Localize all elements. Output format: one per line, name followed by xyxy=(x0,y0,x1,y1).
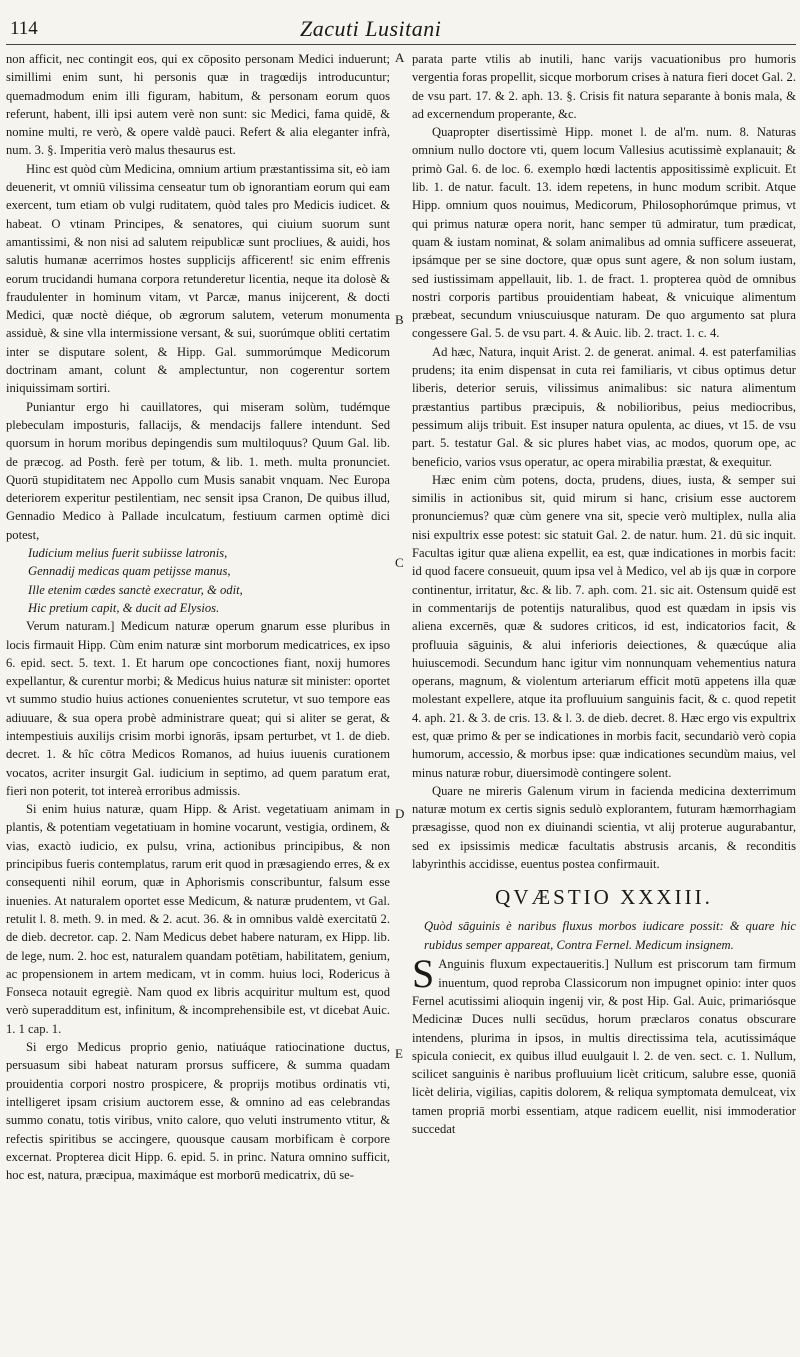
verse-line: Ille etenim cædes sanctè execratur, & odit, xyxy=(28,582,243,597)
header-rule xyxy=(6,44,796,45)
paragraph: Si ergo Medicus proprio genio, natiuáque ratiocinatione ductus, persuasum sibi habeat naturam prorsus sufficere, & summa quadam prouidentia corpori nostro prospicere, & proprijs motibus ordinatis vti, intelligeret ipsam crisium auctorem esse, & omnino ad eas celebrandas summo conatu, totis viribus, vnito calore, quo veluti instrumento vtitur, & refectis spiritibus se accingere, quousque causam morbificam è corpore excernat. Propterea dicit Hipp. 6. epid. 5. in princ. Natura omnino sufficit, hoc est, natura, præcipua, maximáque est morborū medicatrix, dū se- xyxy=(6,1040,390,1183)
margin-letter-e: E xyxy=(395,1046,403,1061)
running-title: Zacuti Lusitani xyxy=(300,16,442,41)
paragraph: Quare ne mireris Galenum virum in facienda medicina dexterrimum naturæ motum ex certis signis sedulò explorantem, futuram hæmorrhagiam præsagisse, quod non ex diuinandi scientia, vt alij proterue augurabantur, sed ex ipsissimis medicæ facultatis abstrusis arcanis, & reconditis labyrinthis accidisse, euentus postea confirmauit. xyxy=(412,783,796,872)
paragraph: Hinc est quòd cùm Medicina, omnium artium præstantissima sit, eò iam deuenerit, vt omniū vilissima censeatur tum ob ignorantiam eorum qui eam exercent, tum etiam ob vulgi ruditatem, quòd tales pro Medicis iudicet. & habeat. O vtinam Principes, & senatores, qui ciuium suorum sunt amantissimi, & non nisi ad salutem reipublicæ sunt procliues, & auidi, hos salutis humanæ acerrimos hostes supplicijs afficerent! sic enim effrenis eorum trucidandi humana corpora retunderetur licentia, neque ita dolosè & fraudulenter in hominum vitam, vt Parcæ, manus inijcerent, & docti Medici, quæ noctè diéque, ob ægrorum salutem, veterum monumenta assiduè, & sine vlla intermissione versant, & sui, suorúmque obliti certatim inter se disputare solent, & Hipp. Gal. summorúmque Medicorum doctrinam amant, colunt & amplectuntur, non cogerentur sortem iniquissimam sortiri. xyxy=(6,161,390,396)
paragraph: Quapropter disertissimè Hipp. monet l. de al'm. num. 8. Naturas omnium nullo doctore vti, quem locum Vallesius acutissimè explanauit; & primò Gal. 6. de loc. 6. exemplo hœdi lactentis appositissimè explicuit. Et lib. 1. de natur. facult. 13. idem repetens, in hunc modum scribit. Atque Hipp. omnium quos nouimus, Medicorum, Philosophorúmque primus, vt qui primus naturæ opera norit, hanc semper tū admiratur, tum prædicat, quam & iustam nominat, & solam animalibus ad omnia sufficere asseuerat, ipsámque per se sine doctore, quæ opus sunt agere, & non solum iustam, sed iustissimam appellauit, lib. 1. de fract. 1. propterea quòd de omnibus nostri corporis partibus prouidentiam habeat, & vnicuique alimentum præbeat, secundum vniuscuiusque naturam. De quo argumento sat plura congessere Gal. 5. de vsu part. 4. & Auic. lib. 2. tract. 1. c. 4. xyxy=(412,125,796,341)
paragraph: parata parte vtilis ab inutili, hanc varijs vacuationibus pro humoris vergentia foras propellit, sicque morborum crises à natura fieri docet Gal. 2. de vsu part. 17. & 2. aph. 13. §. Crisis fit natura separante à bonis mala, & ad excernendum properante, &c. xyxy=(412,52,796,121)
right-column xyxy=(412,50,796,1350)
running-header xyxy=(0,8,800,42)
verse-line: Hic pretium capit, & ducit ad Elysios. xyxy=(28,600,220,615)
paragraph-text: Anguinis fluxum expectaueritis.] Nullum est priscorum tam firmum inuentum, quod reproba Classicorum non impugnet opinio: inter quos Fernel acutissimi alioquin ingenij vir, & post Hip. Gal. Auic, primariósque Medicinæ Duces nulli secūdus, horum præclaros conatus obscurare intendens, plurima in ipsos, in multis directissima tela, acutissimáque spicula coniecit, ex quibus illud euulgauit l. 2. de ven. sect. c. 1. Nullum, scilicet sanguinis è naribus profluuium licèt criticum, salubre esse, quoniā licèt deliria, vigilias, capitis dolorem, & reliqua symptomata demulceat, vix tamen propriā morbi essentiam, atque radicem euellit, nisi immoderatior succedat xyxy=(412,957,796,1137)
paragraph: Verum naturam.] Medicum naturæ operum gnarum esse pluribus in locis firmauit Hipp. Cùm enim naturæ sint morborum medicatrices, ex ipso 6. epid. sect. 5. text. 1. Et harum ope concoctiones fiant, noxij humores expellantur, & curentur morbi; & Medicus huius naturæ sit minister: oportet vt summo studio huius actiones conuenientes scrutetur, vt suo tempore eas adiuuare, & sua opera probè administrare queat; qui si aliter se gerat, & intempestiuis auxilijs crisim morbi ignorās, ipsam perturbet, vt 1. de dieb. decret. 1. & hîc cōtra Medicos Romanos, ad huius iuuenis curationem vocatos, acriter insurgit Gal. iudicium in septimo, ad quem paratum erat, fieri non poterit, tot intereà erroribus admissis. xyxy=(6,619,390,798)
verse-line: Gennadij medicas quam petijsse manus, xyxy=(28,564,231,579)
margin-letter-d: D xyxy=(395,806,405,821)
paragraph: Ad hæc, Natura, inquit Arist. 2. de generat. animal. 4. est paterfamilias prudens; ita enim dispensat in cuta rei familiaris, vt cibus optimus detur liberis, deterior seruis, vilissimus animalibus: sic natura alimentum præstantius partibus præcipuis, & nobilioribus, peius mediocribus, pessimum alijs tribuit. Est insuper natura opulenta, ac diues, vt 15. de vsu part. 5. testatur Gal. & sic plures habet vias, ac modos, quorum ope, ac beneficio, varios vsus operatur, ac opera mirabilia præstat, & exequitur. xyxy=(412,344,796,469)
margin-letter-b: B xyxy=(395,312,404,327)
paragraph: Si enim huius naturæ, quam Hipp. & Arist. vegetatiuam animam in plantis, & potentiam vegetatiuam in homine vocarunt, vestigia, ordinem, & vias, exactò iudicio, ex pulsu, vrina, actionibus principibus, & non principibus fueris contemplatus, rarum erit quod in præsagiendo erres, & ex consequenti nihil eorum, quæ in Aphorismis conscribuntur, falsum esse inuenies. At naturalem oportet esse Medicum, & naturæ prudentem, vt Gal. retulit l. 8. meth. 9. in med. & 2. acut. 36. & in omnibus valdè exercitatū 2. de dieb. decretor. cap. 2. Nam Medicus debet habere naturam, ex Hipp. lib. de lege, num. 2. hoc est, naturalem quandam potētiam, habilitatem, genium, ac propensionem in artem medicam, vt in comm. huius loci, Rodericus à Fonseca notauit egregiè. Nam quod ex libris acquiritur multum est, quod verò superadditum est, infinitum, & incomprehensibile est, vt dicebat Auic. 1. 1 cap. 1. xyxy=(6,802,390,1036)
verse-line: Iudicium melius fuerit subiisse latronis, xyxy=(28,546,228,561)
paragraph: non afficit, nec contingit eos, qui ex cōposito personam Medici induerunt; simillimi enim sunt, hi personis quæ in tragœdijs introducuntur; quemadmodum enim illi figuram, habitum, & personam eorum quos referunt, habent, illi ipsi autem verè non sunt: sic Medici, fama quidē, & nomine multi, re verò, & opere valdè pauci. Refert & alia eleganter infrà, num. 3. §. Imperitia verò malus thesaurus est. xyxy=(6,52,390,158)
paragraph: Puniantur ergo hi cauillatores, qui miseram solùm, tudémque plebeculam imposturis, fallacijs, & mendacijs fallere intendunt. Sed quorsum in horum moribus depingendis sum multiloquus? Quum Gal. lib. de præcog. ad Posth. ferè per totum, & lib. 1. meth. multa pronunciet. Quorū stupiditatem nec Appollo cum Musis sanabit vnquam. Nec Europa deteriorem experitur pestilentiam, nec sensit ipsa Cranon, De quibus illud, Gennadio Medico à Pallade inculcatum, festiuum carmen optimè dici potest, xyxy=(6,399,390,542)
drop-cap: S xyxy=(412,951,435,997)
paragraph: Hæc enim cùm potens, docta, prudens, diues, iusta, & semper sui similis in actionibus sit, quid mirum si hanc, crisium esse auctorem pronunciemus? quæ cùm genere vna sit, specie verò multiplex, nulla alia nisi expultrix esse potest: sic statuit Gal. 2. de natur. hum. 21. dū sic inquit. Facultas igitur quæ aliena expellit, ea est, quæ indicationes in morbis facit: id quod facere consueuit, quum ipsa vel à Medico, vel ab ijs quæ in corpore continentur, irritatur, &c. & lib. 7. aph. com. 21. sic ait. Ostensum quidē est in commentarijs de potentijs naturalibus, quod est quædam in ipsis vis aliena excernēs, quæ & sudores criticos, id est, indicatorios facit, & profluuia sāguinis, & alui inferioris deiectiones, & quæcúque alia huiuscemodi. Secundum hanc igitur vim nonnunquam vehementius natura operans, magnum, & violentum arteriarum efficit motū appetens illa quæ molestant expellere, atque ita profluuium sanguinis facit, & c. quod repetit 4. aph. 21. & 3. de cris. 13. & l. 3. de dieb. decret. 8. Hæc ergo vis expultrix est, quæ primo & per se indicationes in morbis facit, secundariò verò copia humorum, accessio, & morbus ipse: quæ indicationes secundùm maius, vel minus naturæ robur, diuersimodè contingere solent. xyxy=(412,472,796,780)
verse-block xyxy=(6,544,390,617)
margin-letter-a: A xyxy=(395,50,405,65)
margin-letter-c: C xyxy=(395,555,404,570)
left-column xyxy=(6,50,390,1350)
question-title: QVÆSTIO XXXIII. xyxy=(495,885,713,910)
question-subtitle: Quòd sāguinis è naribus fluxus morbos iudicare possit: & quare hic rubidus semper appareat, Contra Fernel. Medicum insignem. xyxy=(424,919,796,953)
page-number: 114 xyxy=(10,18,38,39)
opening-paragraph xyxy=(412,951,796,1138)
